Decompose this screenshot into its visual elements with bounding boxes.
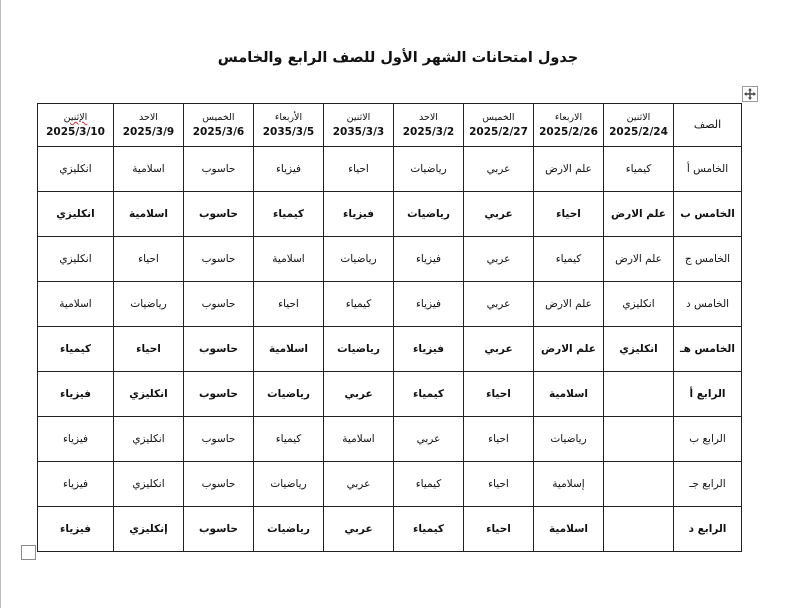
- class-name-cell[interactable]: الخامس ب: [674, 192, 742, 237]
- exam-date: 2025/2/24: [609, 126, 668, 138]
- subject-cell[interactable]: عربي: [464, 192, 534, 237]
- subject-cell[interactable]: رياضيات: [324, 327, 394, 372]
- subject-cell[interactable]: انكليزي: [604, 327, 674, 372]
- subject-cell[interactable]: اسلامية: [114, 147, 184, 192]
- subject-cell[interactable]: كيمياء: [534, 237, 604, 282]
- subject-cell[interactable]: احياء: [114, 327, 184, 372]
- subject-cell[interactable]: اسلامية: [254, 237, 324, 282]
- table-row: [38, 282, 742, 327]
- subject-cell[interactable]: احياء: [254, 282, 324, 327]
- table-row: [38, 192, 742, 237]
- date-column-header[interactable]: [394, 104, 464, 147]
- subject-cell[interactable]: اسلامية: [534, 372, 604, 417]
- subject-cell[interactable]: احياء: [464, 507, 534, 552]
- table-row: [38, 237, 742, 282]
- exam-schedule-table: [37, 103, 742, 552]
- subject-cell[interactable]: [604, 372, 674, 417]
- subject-cell[interactable]: اسلامية: [38, 282, 114, 327]
- schedule-body: [38, 147, 742, 552]
- subject-cell[interactable]: عربي: [464, 147, 534, 192]
- date-column-header[interactable]: [114, 104, 184, 147]
- subject-cell[interactable]: حاسوب: [184, 327, 254, 372]
- subject-cell[interactable]: عربي: [324, 507, 394, 552]
- date-column-header[interactable]: [324, 104, 394, 147]
- class-name-cell[interactable]: الخامس أ: [674, 147, 742, 192]
- day-name: الاثنين: [346, 112, 371, 123]
- table-row: [38, 372, 742, 417]
- day-name: الاربعاء: [554, 112, 583, 123]
- exam-date: 2025/3/2: [402, 126, 455, 138]
- class-name-cell[interactable]: الرابع أ: [674, 372, 742, 417]
- table-row: [38, 507, 742, 552]
- exam-date: 2035/3/5: [262, 126, 315, 138]
- subject-cell[interactable]: كيمياء: [254, 192, 324, 237]
- subject-cell[interactable]: انكليزي: [38, 192, 114, 237]
- class-name-cell[interactable]: الخامس هـ: [674, 327, 742, 372]
- class-column-header[interactable]: الصف: [674, 104, 742, 147]
- class-name-cell[interactable]: الخامس ج: [674, 237, 742, 282]
- subject-cell[interactable]: [604, 462, 674, 507]
- subject-cell[interactable]: اسلامية: [254, 327, 324, 372]
- subject-cell[interactable]: اسلامية: [534, 507, 604, 552]
- class-name-cell[interactable]: الرابع ب: [674, 417, 742, 462]
- subject-cell[interactable]: اسلامية: [114, 192, 184, 237]
- subject-cell[interactable]: رياضيات: [254, 372, 324, 417]
- subject-cell[interactable]: فيزياء: [394, 282, 464, 327]
- subject-cell[interactable]: رياضيات: [324, 237, 394, 282]
- subject-cell[interactable]: عربي: [464, 282, 534, 327]
- subject-cell[interactable]: رياضيات: [254, 462, 324, 507]
- day-name: الأربعاء: [274, 112, 303, 123]
- subject-cell[interactable]: انكليزي: [38, 237, 114, 282]
- subject-cell[interactable]: فيزياء: [38, 372, 114, 417]
- subject-cell[interactable]: علم الارض: [604, 237, 674, 282]
- subject-cell[interactable]: فيزياء: [394, 327, 464, 372]
- subject-cell[interactable]: عربي: [324, 372, 394, 417]
- day-name: الخميس: [482, 112, 515, 123]
- date-column-header[interactable]: [464, 104, 534, 147]
- subject-cell[interactable]: رياضيات: [114, 282, 184, 327]
- subject-cell[interactable]: عربي: [324, 462, 394, 507]
- class-name-cell[interactable]: الرابع جـ: [674, 462, 742, 507]
- subject-cell[interactable]: حاسوب: [184, 462, 254, 507]
- subject-cell[interactable]: كيمياء: [38, 327, 114, 372]
- subject-cell[interactable]: احياء: [114, 237, 184, 282]
- exam-date: 2025/3/6: [192, 126, 245, 138]
- subject-cell[interactable]: حاسوب: [184, 147, 254, 192]
- table-row: [38, 147, 742, 192]
- exam-date: 2025/3/9: [122, 126, 175, 138]
- subject-cell[interactable]: علم الارض: [534, 327, 604, 372]
- subject-cell[interactable]: فيزياء: [394, 237, 464, 282]
- move-arrows-icon: [744, 88, 756, 100]
- subject-cell[interactable]: علم الارض: [534, 282, 604, 327]
- page-edge: [0, 0, 1, 608]
- day-name: الخميس: [202, 112, 235, 123]
- subject-cell[interactable]: عربي: [464, 237, 534, 282]
- subject-cell[interactable]: علم الارض: [604, 192, 674, 237]
- subject-cell[interactable]: علم الارض: [534, 147, 604, 192]
- subject-cell[interactable]: كيمياء: [394, 462, 464, 507]
- subject-cell[interactable]: حاسوب: [184, 192, 254, 237]
- exam-date: 2025/3/10: [46, 126, 105, 138]
- subject-cell[interactable]: كيمياء: [604, 147, 674, 192]
- subject-cell[interactable]: احياء: [324, 147, 394, 192]
- subject-cell[interactable]: [604, 507, 674, 552]
- subject-cell[interactable]: إنكليزي: [114, 507, 184, 552]
- subject-cell[interactable]: رياضيات: [394, 147, 464, 192]
- subject-cell[interactable]: حاسوب: [184, 507, 254, 552]
- date-column-header[interactable]: [534, 104, 604, 147]
- table-row: [38, 462, 742, 507]
- subject-cell[interactable]: فيزياء: [38, 462, 114, 507]
- subject-cell[interactable]: انكليزي: [114, 417, 184, 462]
- subject-cell[interactable]: حاسوب: [184, 282, 254, 327]
- table-row: [38, 417, 742, 462]
- subject-cell[interactable]: كيمياء: [394, 372, 464, 417]
- table-row: [38, 327, 742, 372]
- subject-cell[interactable]: انكليزي: [604, 282, 674, 327]
- table-move-handle[interactable]: [742, 86, 758, 102]
- subject-cell[interactable]: عربي: [464, 327, 534, 372]
- day-name: الاحد: [419, 112, 438, 123]
- class-name-cell[interactable]: الرابع د: [674, 507, 742, 552]
- subject-cell[interactable]: فيزياء: [254, 147, 324, 192]
- subject-cell[interactable]: حاسوب: [184, 417, 254, 462]
- subject-cell[interactable]: اسلامية: [324, 417, 394, 462]
- subject-cell[interactable]: احياء: [464, 372, 534, 417]
- subject-cell[interactable]: كيمياء: [254, 417, 324, 462]
- subject-cell[interactable]: رياضيات: [534, 417, 604, 462]
- subject-cell[interactable]: إسلامية: [534, 462, 604, 507]
- subject-cell[interactable]: كيمياء: [324, 282, 394, 327]
- exam-date: 2035/3/3: [332, 126, 385, 138]
- date-column-header[interactable]: [38, 104, 114, 147]
- subject-cell[interactable]: رياضيات: [394, 192, 464, 237]
- subject-cell[interactable]: انكليزي: [38, 147, 114, 192]
- table-resize-handle[interactable]: [21, 545, 36, 560]
- subject-cell[interactable]: احياء: [464, 417, 534, 462]
- date-column-header[interactable]: [254, 104, 324, 147]
- subject-cell[interactable]: عربي: [394, 417, 464, 462]
- subject-cell[interactable]: انكليزي: [114, 372, 184, 417]
- class-name-cell[interactable]: الخامس د: [674, 282, 742, 327]
- exam-date: 2025/2/26: [539, 126, 598, 138]
- date-column-header[interactable]: [184, 104, 254, 147]
- day-name: الاثنين: [626, 112, 651, 123]
- exam-date: 2025/2/27: [469, 126, 528, 138]
- subject-cell[interactable]: حاسوب: [184, 237, 254, 282]
- subject-cell[interactable]: كيمياء: [394, 507, 464, 552]
- subject-cell[interactable]: فيزياء: [324, 192, 394, 237]
- subject-cell[interactable]: احياء: [464, 462, 534, 507]
- day-name: الإثنين: [63, 112, 88, 123]
- page-title: جدول امتحانات الشهر الأول للصف الرابع والخامس: [217, 50, 579, 66]
- subject-cell[interactable]: فيزياء: [38, 417, 114, 462]
- subject-cell[interactable]: [604, 417, 674, 462]
- subject-cell[interactable]: رياضيات: [254, 507, 324, 552]
- day-name: الاحد: [139, 112, 158, 123]
- subject-cell[interactable]: حاسوب: [184, 372, 254, 417]
- header-row: [38, 104, 742, 147]
- date-column-header[interactable]: [604, 104, 674, 147]
- subject-cell[interactable]: فيزياء: [38, 507, 114, 552]
- subject-cell[interactable]: انكليزي: [114, 462, 184, 507]
- subject-cell[interactable]: احياء: [534, 192, 604, 237]
